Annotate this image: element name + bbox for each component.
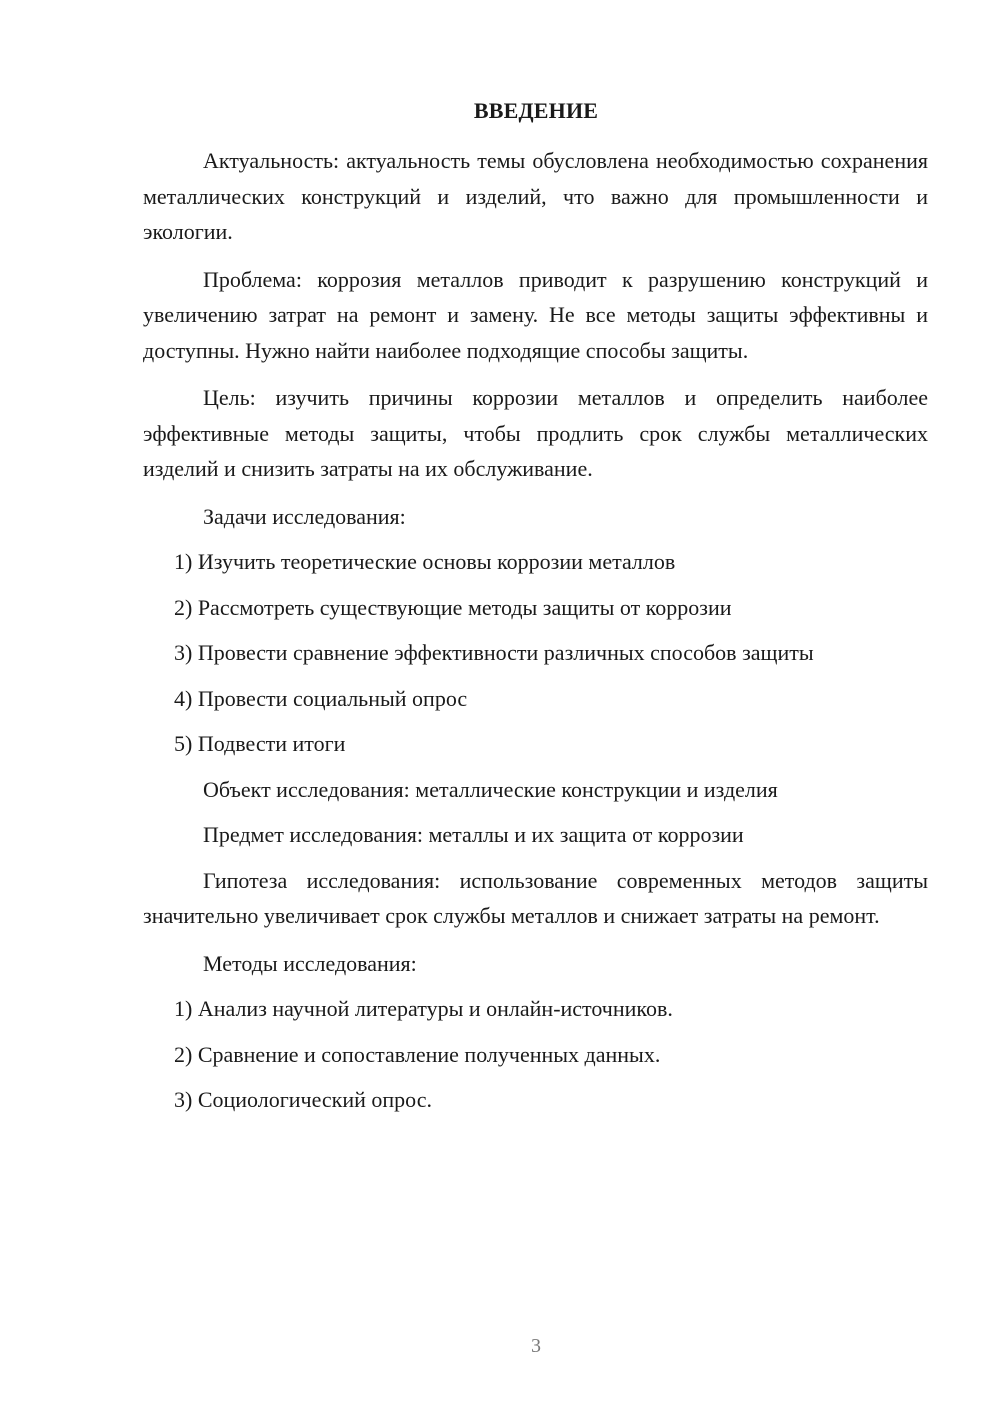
subject-line: Предмет исследования: металлы и их защита от коррозии bbox=[203, 822, 744, 847]
hypothesis-paragraph: Гипотеза исследования: использование современных методов защиты значительно увеличивает срок службы металлов и снижает затраты на ремонт. bbox=[143, 867, 928, 928]
goal-paragraph: Цель: изучить причины коррозии металлов и определить наиболее эффективные методы защиты, чтобы продлить срок службы металлических изделий и снизить затраты на их обслуживание. bbox=[143, 385, 928, 481]
relevance-paragraph: Актуальность: актуальность темы обусловлена необходимостью сохранения металлических конструкций и изделий, что важно для промышленности и экологии. bbox=[143, 148, 928, 244]
list-item: 1) Изучить теоретические основы коррозии металлов bbox=[174, 549, 676, 574]
problem-paragraph: Проблема: коррозия металлов приводит к разрушению конструкций и увеличению затрат на ремонт и замену. Не все методы защиты эффективны и доступны. Нужно найти наиболее подходящие способы защиты. bbox=[143, 266, 928, 363]
document-body bbox=[143, 143, 928, 1128]
list-item: 2) Рассмотреть существующие методы защиты от коррозии bbox=[174, 594, 732, 620]
methods-list bbox=[143, 991, 928, 1118]
list-item: 1) Анализ научной литературы и онлайн-источников. bbox=[174, 996, 673, 1021]
page-number: 3 bbox=[531, 1335, 541, 1357]
tasks-list bbox=[143, 544, 928, 762]
list-item: 2) Сравнение и сопоставление полученных данных. bbox=[174, 1041, 661, 1067]
page-title: ВВЕДЕНИЕ bbox=[473, 98, 599, 123]
list-item: 5) Подвести итоги bbox=[174, 731, 346, 756]
methods-heading: Методы исследования: bbox=[203, 950, 417, 976]
list-item: 4) Провести социальный опрос bbox=[174, 685, 468, 711]
list-item: 3) Провести сравнение эффективности различных способов защиты bbox=[174, 640, 814, 665]
tasks-heading: Задачи исследования: bbox=[203, 503, 406, 529]
list-item: 3) Социологический опрос. bbox=[174, 1087, 432, 1112]
object-line: Объект исследования: металлические конструкции и изделия bbox=[203, 776, 778, 802]
